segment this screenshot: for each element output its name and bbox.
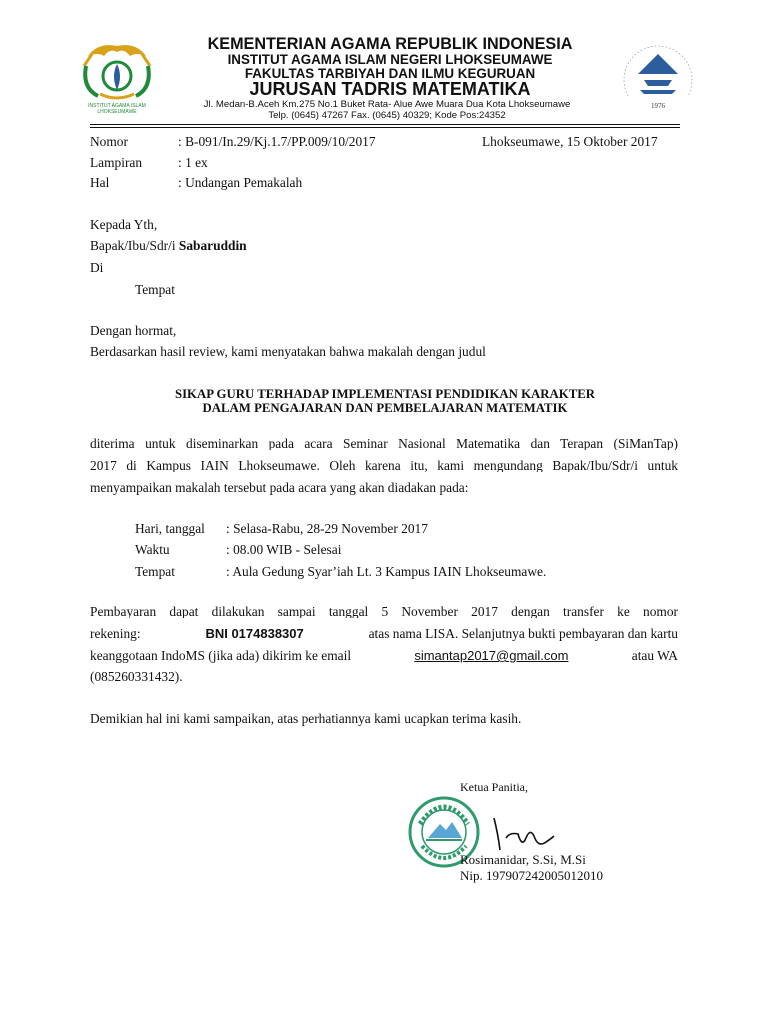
para1-line-3: menyampaikan makalah tersebut pada acara yang akan diadakan pada: [90,480,469,495]
recipient-line [90,239,247,252]
schedule-label: Hari, tanggal [135,521,205,536]
para1-line-2: 2017 di Kampus IAIN Lhokseumawe. Oleh karena itu, kami mengundang Bapak/Ibu/Sdr/i untuk [90,459,678,473]
payment-line-2-rest: atas nama LISA. Selanjutnya bukti pembayaran dan kartu [368,626,678,641]
payment-line-4: (085260331432). [90,669,183,684]
paper-title-line-2: DALAM PENGAJARAN DAN PEMBELAJARAN MATEMATIK [202,401,568,415]
signature-role: Ketua Panitia, [460,780,528,794]
letterhead-divider-bottom [90,127,680,128]
contact-line: Telp. (0645) 47267 Fax. (0645) 40329; Kode Pos:24352 [268,110,506,121]
institute-title: INSTITUT AGAMA ISLAM NEGERI LHOKSEUMAWE [227,52,553,67]
di-line: Di [90,260,104,275]
paper-title-line-1: SIKAP GURU TERHADAP IMPLEMENTASI PENDIDIKAN KARAKTER [174,387,596,401]
lampiran-label: Lampiran [90,155,143,170]
svg-text:1976: 1976 [651,102,665,110]
schedule-value: : 08.00 WIB - Selesai [226,542,342,557]
schedule-label: Waktu [135,542,170,557]
payment-line-2 [90,627,678,640]
payment-line-3 [90,649,678,662]
schedule-value: : Selasa-Rabu, 28-29 November 2017 [226,521,428,536]
indoms-logo [610,30,706,114]
payment-line-3-start: keanggotaan IndoMS (jika ada) dikirim ke email [90,648,352,663]
payment-line-3-end: atau WA [631,648,678,663]
greeting: Dengan hormat, [90,323,177,338]
schedule-value: : Aula Gedung Syar’iah Lt. 3 Kampus IAIN Lhokseumawe. [226,564,547,579]
handwritten-signature [488,814,558,854]
signer-nip: Nip. 197907242005012010 [460,868,603,883]
payment-line-1: Pembayaran dapat dilakukan sampai tanggal 5 November 2017 dengan transfer ke nomor [90,605,678,619]
recipient-prefix: Bapak/Ibu/Sdr/i [90,238,179,253]
tempat-line: Tempat [135,282,175,297]
nomor-value: : B-091/In.29/Kj.1.7/PP.009/10/2017 [178,134,376,149]
faculty-title: FAKULTAS TARBIYAH DAN ILMU KEGURUAN [244,66,536,81]
bank-account: BNI 0174838307 [205,626,304,641]
svg-text:LHOKSEUMAWE: LHOKSEUMAWE [97,109,137,114]
department-title: JURUSAN TADRIS MATEMATIKA [249,79,531,99]
letterhead-divider-top [90,124,680,125]
kepada-line: Kepada Yth, [90,217,158,232]
closing-line: Demikian hal ini kami sampaikan, atas perhatiannya kami ucapkan terima kasih. [90,711,522,726]
email-link[interactable]: simantap2017@gmail.com [414,648,569,663]
lampiran-value: : 1 ex [178,155,208,170]
ministry-title: KEMENTERIAN AGAMA REPUBLIK INDONESIA [207,35,573,53]
intro-line: Berdasarkan hasil review, kami menyatakan bahwa makalah dengan judul [90,344,486,359]
iain-lhokseumawe-logo [78,36,156,114]
nomor-label: Nomor [90,134,128,149]
signer-name: Rosimanidar, S.Si, M.Si [460,852,586,867]
address-line: Jl. Medan-B.Aceh Km.275 No.1 Buket Rata- Alue Awe Muara Dua Kota Lhokseumawe [203,99,571,110]
hal-label: Hal [90,175,110,190]
payment-rekening-label: rekening: [90,626,141,641]
para1-line-1: diterima untuk diseminarkan pada acara Seminar Nasional Matematika dan Terapan (SiManTap) [90,437,678,451]
schedule-label: Tempat [135,564,175,579]
letter-date: Lhokseumawe, 15 Oktober 2017 [482,134,658,149]
recipient-name: Sabaruddin [178,238,247,253]
hal-value: : Undangan Pemakalah [178,175,303,190]
svg-text:INSTITUT AGAMA ISLAM: INSTITUT AGAMA ISLAM [88,103,146,109]
